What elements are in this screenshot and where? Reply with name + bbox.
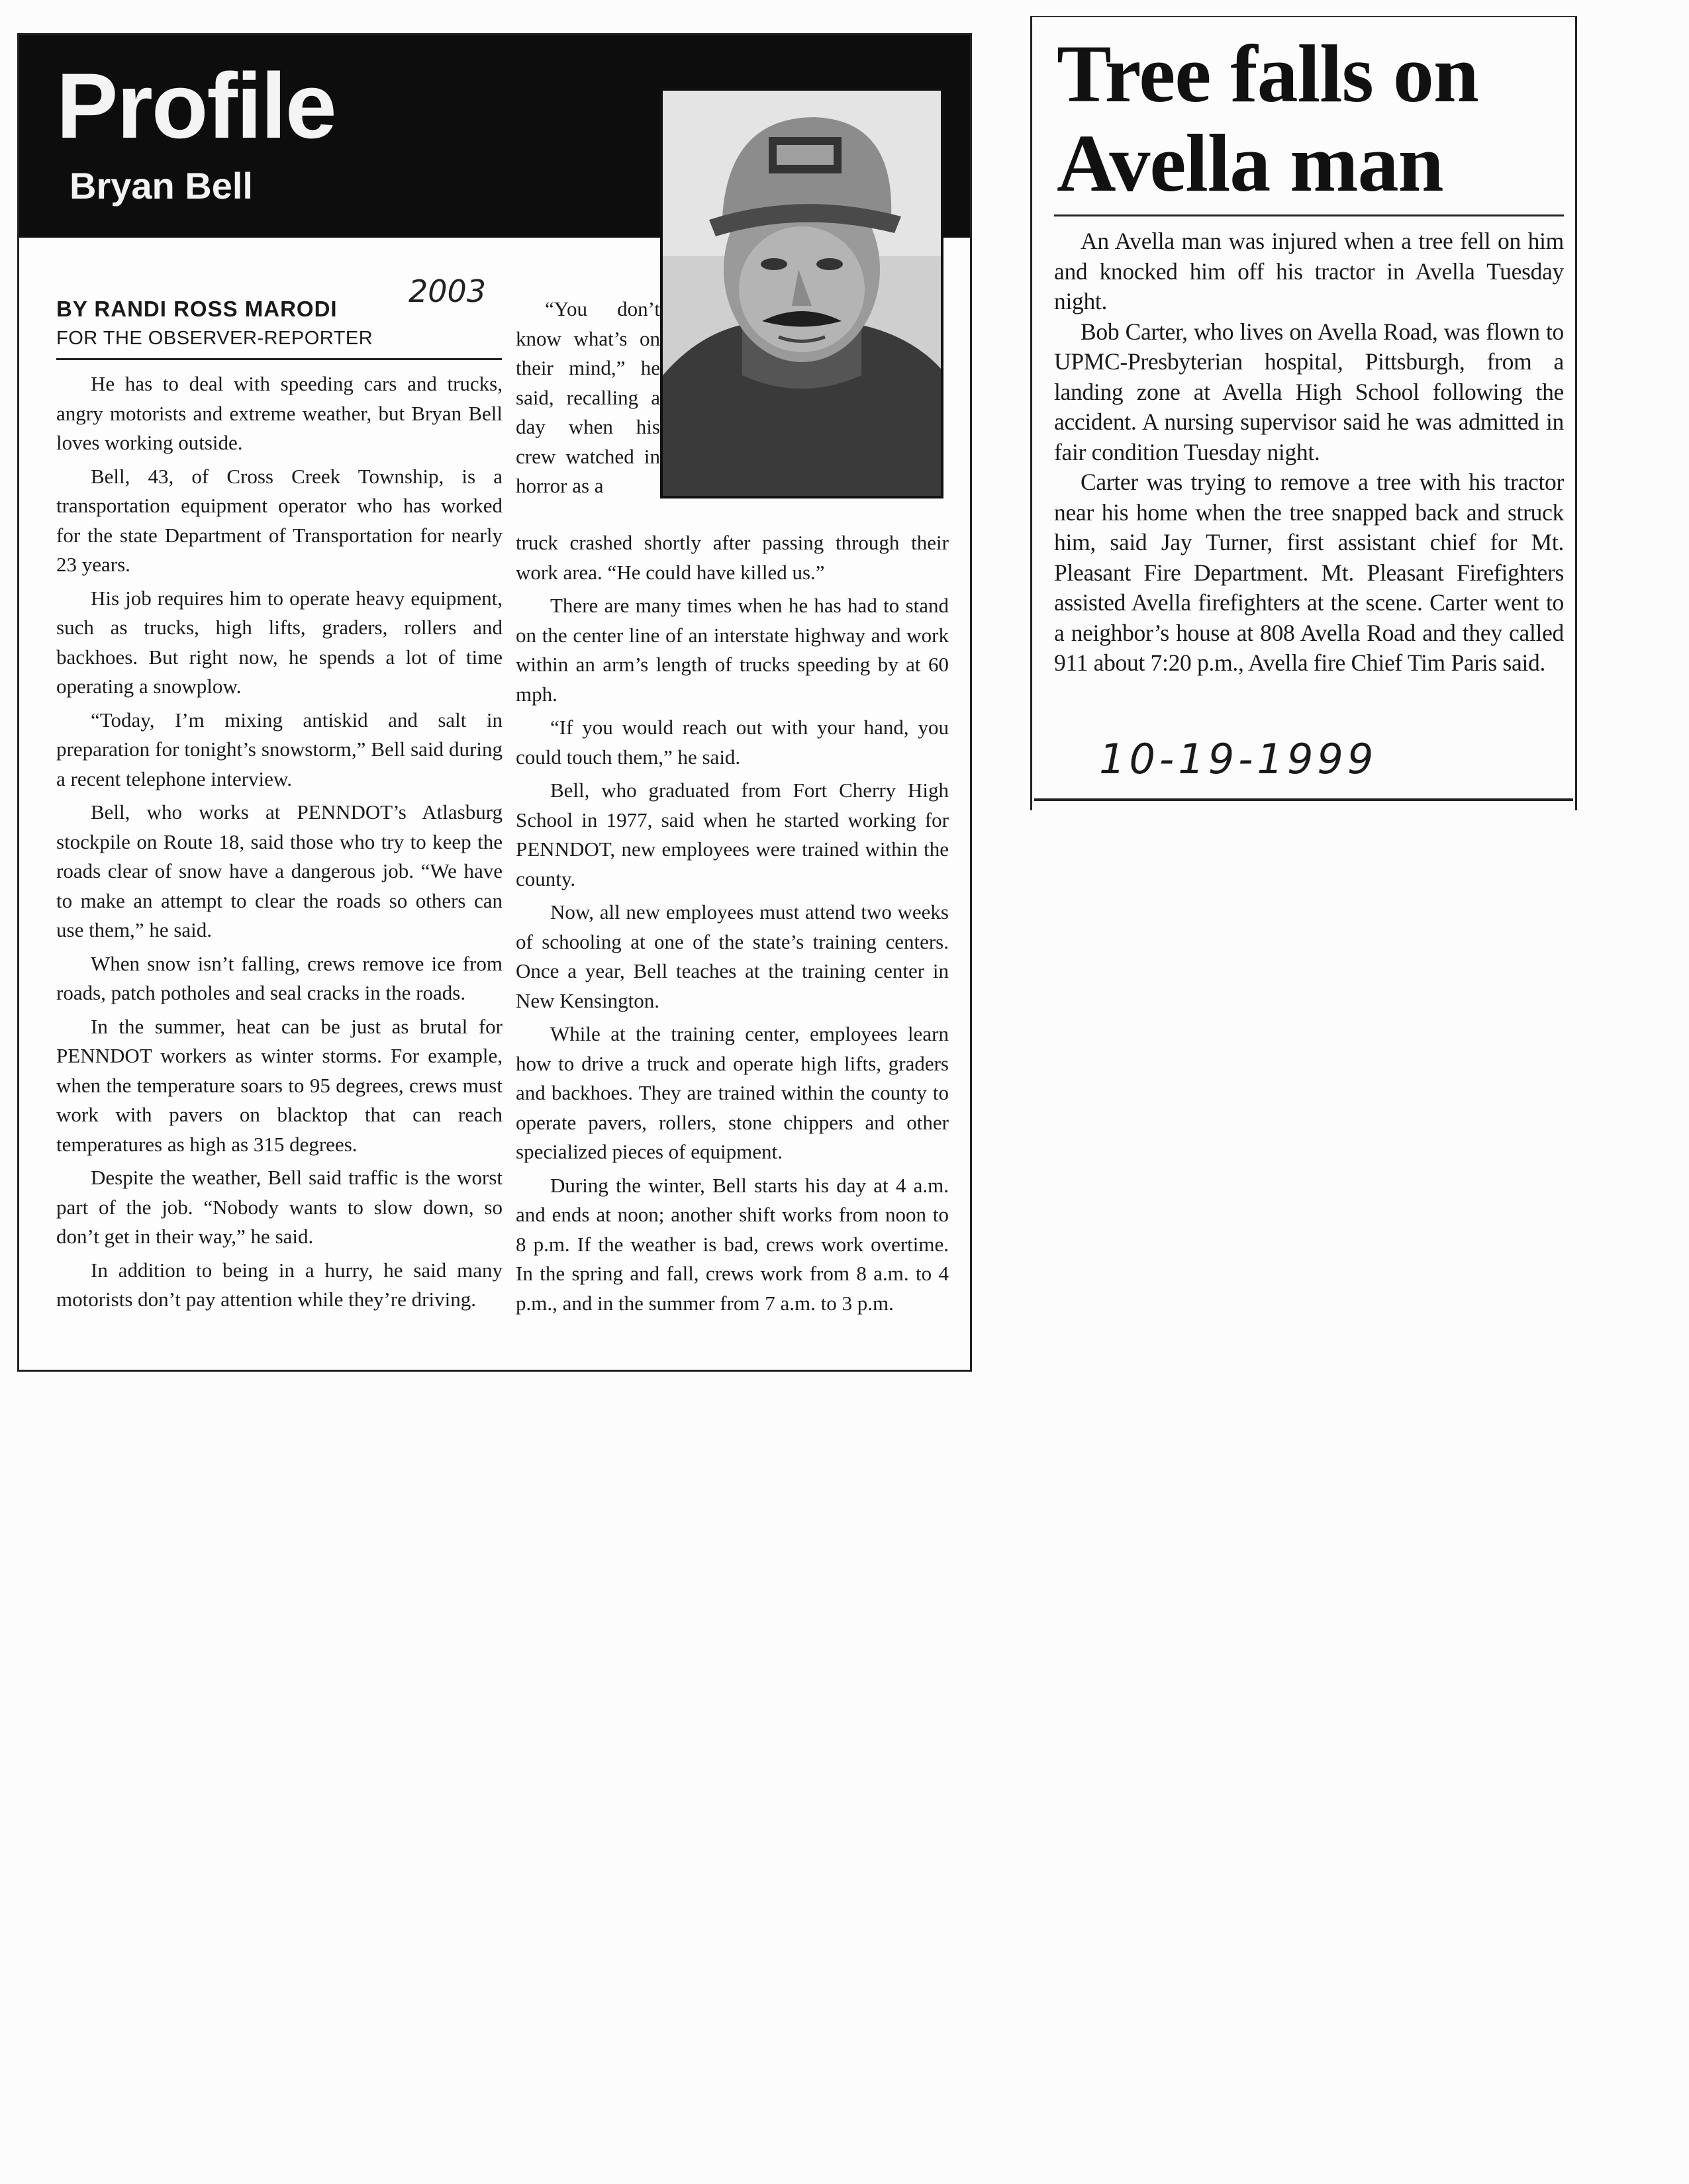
paragraph: “If you would reach out with your hand, you could touch them,” he said. bbox=[516, 716, 949, 769]
paragraph: An Avella man was injured when a tree fell on him and knocked him off his tractor in Avella Tuesday night. bbox=[1054, 228, 1564, 314]
tree-article-clipping bbox=[1030, 16, 1577, 810]
paragraph: There are many times when he has had to stand on the center line of an interstate highway and work within an arm’s length of trucks speeding by at 60 mph. bbox=[516, 594, 949, 706]
paragraph: Carter was trying to remove a tree with his tractor near his home when the tree snapped back and struck him, said Jay Turner, first assistant chief for Mt. Pleasant Fire Department. Mt. Pleasant Firefighters assisted Avella firefighters at the scene. Carter went to a neighbor’s house at 808 Avella Road and they called 911 about 7:20 p.m., Avella fire Chief Tim Paris said. bbox=[1054, 469, 1564, 676]
profile-column-2-beside-photo bbox=[516, 295, 660, 505]
paragraph: When snow isn’t falling, crews remove ice from roads, patch potholes and seal cracks in the roads. bbox=[56, 951, 503, 1004]
paragraph: During the winter, Bell starts his day at 4 a.m. and ends at noon; another shift works from noon to 8 p.m. If the weather is bad, crews work overtime. In the spring and fall, crews work from 8 a.m. to 4 p.m., and in the summer from 7 a.m. to 3 p.m. bbox=[516, 1173, 949, 1315]
paragraph: In addition to being in a hurry, he said many motorists don’t pay attention while they’re driving. bbox=[56, 1258, 503, 1311]
byline-rule bbox=[56, 358, 502, 360]
subject-name: Bryan Bell bbox=[70, 165, 253, 207]
paragraph: He has to deal with speeding cars and trucks, angry motorists and extreme weather, but Bryan Bell loves working outside. bbox=[56, 372, 503, 454]
paragraph: “You don’t know what’s on their mind,” he said, recalling a day when his crew watched in horror as a bbox=[516, 297, 660, 497]
portrait-illustration bbox=[663, 91, 941, 496]
paragraph: Bell, who graduated from Fort Cherry High School in 1977, said when he started working for PENNDOT, new employees were trained within the county. bbox=[516, 779, 949, 890]
paragraph: “Today, I’m mixing antiskid and salt in preparation for tonight’s snowstorm,” Bell said during a recent telephone interview. bbox=[56, 708, 503, 790]
paragraph: His job requires him to operate heavy equipment, such as trucks, high lifts, graders, rollers and backhoes. But right now, he spends a lot of time operating a snowplow. bbox=[56, 586, 503, 698]
paragraph: truck crashed shortly after passing through their work area. “He could have killed us.” bbox=[516, 531, 949, 584]
profile-clipping bbox=[17, 33, 972, 1372]
headline-rule bbox=[1054, 214, 1564, 216]
paragraph: While at the training center, employees learn how to drive a truck and operate high lifts, graders and backhoes. They are trained within the county to operate pavers, rollers, stone chippers and other specialized pieces of equipment. bbox=[516, 1022, 949, 1163]
paragraph: Despite the weather, Bell said traffic is the worst part of the job. “Nobody wants to slow down, so don’t get in their way,” he said. bbox=[56, 1166, 503, 1248]
affiliation: FOR THE OBSERVER-REPORTER bbox=[56, 328, 373, 349]
paragraph: Bell, who works at PENNDOT’s Atlasburg stockpile on Route 18, said those who try to keep the roads clear of snow have a dangerous job. “We have to make an attempt to clear the roads so others can use them,” he said. bbox=[56, 800, 503, 941]
paragraph: In the summer, heat can be just as brutal for PENNDOT workers as winter storms. For example, when the temperature soars to 95 degrees, crews must work with pavers on blacktop that can reach temperatures as high as 315 degrees. bbox=[56, 1014, 503, 1156]
profile-column-2 bbox=[516, 528, 949, 1322]
headline-line-1: Tree falls on bbox=[1057, 28, 1478, 119]
handwritten-date: 10-19-1999 bbox=[1099, 735, 1378, 783]
byline: BY RANDI ROSS MARODI bbox=[56, 297, 338, 321]
section-title: Profile bbox=[56, 54, 336, 158]
profile-column-1 bbox=[56, 369, 503, 1319]
headline-line-2: Avella man bbox=[1057, 118, 1443, 209]
tree-article-body bbox=[1054, 226, 1564, 679]
handwritten-year: 2003 bbox=[409, 273, 487, 309]
portrait-photo bbox=[660, 88, 943, 499]
paragraph: Bob Carter, who lives on Avella Road, was flown to UPMC-Presbyterian hospital, Pittsburgh, from a landing zone at Avella High School following the accident. A nursing supervisor said he was admitted in fair condition Tuesday night. bbox=[1054, 318, 1564, 465]
clipping-bottom-rule bbox=[1034, 798, 1573, 801]
tree-headline bbox=[1057, 29, 1567, 208]
paragraph: Now, all new employees must attend two weeks of schooling at one of the state’s training centers. Once a year, Bell teaches at the training center in New Kensington. bbox=[516, 900, 949, 1012]
paragraph: Bell, 43, of Cross Creek Township, is a transportation equipment operator who has worked for the state Department of Transportation for nearly 23 years. bbox=[56, 464, 503, 576]
